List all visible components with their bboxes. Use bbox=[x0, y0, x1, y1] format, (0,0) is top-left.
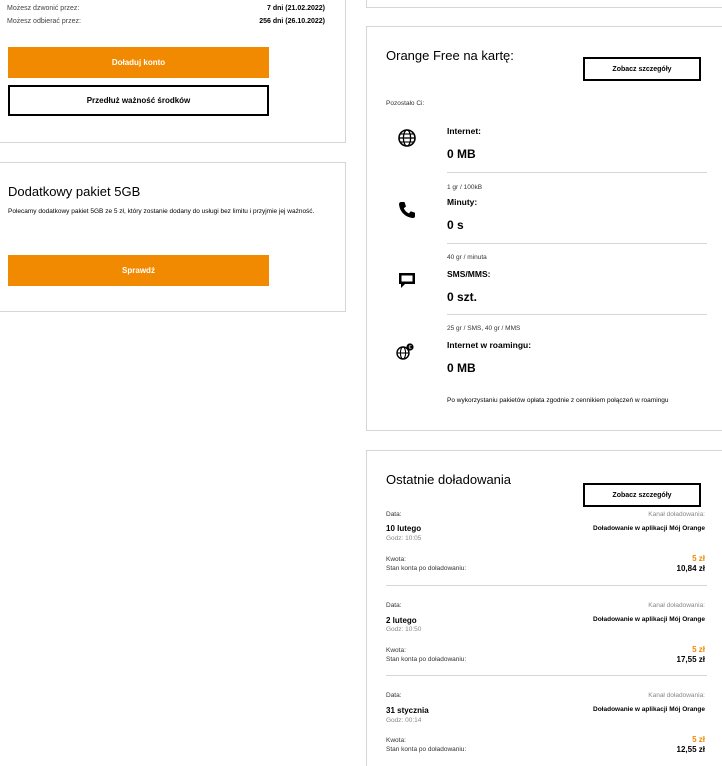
remaining-label: Pozostało Ci: bbox=[386, 100, 425, 107]
date-label: Data: bbox=[386, 511, 402, 518]
recharge-date: 10 lutego bbox=[386, 524, 422, 533]
recharge-time: Godz: 00:14 bbox=[386, 717, 422, 724]
receive-period-label: Możesz odbierać przez: bbox=[7, 18, 81, 25]
topup-button[interactable]: Doładuj konto bbox=[8, 47, 269, 78]
recharge-channel: Doładowanie w aplikacji Mój Orange bbox=[593, 525, 705, 532]
plan-title: Orange Free na kartę: bbox=[386, 48, 514, 63]
divider bbox=[386, 585, 707, 586]
recharges-details-button[interactable]: Zobacz szczegóły bbox=[583, 483, 701, 507]
recharge-channel: Doładowanie w aplikacji Mój Orange bbox=[593, 706, 705, 713]
recharge-time: Godz: 10:50 bbox=[386, 626, 422, 633]
recharge-amount: 5 zł bbox=[692, 554, 705, 563]
svg-text:€: € bbox=[408, 345, 412, 352]
resource-label: Minuty: bbox=[447, 197, 478, 207]
balance-after-value: 12,55 zł bbox=[676, 745, 705, 754]
divider bbox=[386, 675, 707, 676]
recharge-channel: Doładowanie w aplikacji Mój Orange bbox=[593, 616, 705, 623]
amount-label: Kwota: bbox=[386, 737, 406, 744]
resource-price: 40 gr / minuta bbox=[447, 254, 487, 261]
phone-icon bbox=[396, 199, 418, 221]
resource-label: SMS/MMS: bbox=[447, 269, 491, 279]
balance-after-label: Stan konta po doładowaniu: bbox=[386, 565, 467, 572]
resource-value: 0 MB bbox=[447, 361, 476, 375]
amount-label: Kwota: bbox=[386, 556, 406, 563]
date-label: Data: bbox=[386, 602, 402, 609]
resource-value: 0 MB bbox=[447, 147, 476, 161]
extra-pack-card bbox=[0, 162, 346, 312]
recharges-card bbox=[366, 450, 722, 766]
call-period-label: Możesz dzwonić przez: bbox=[7, 5, 80, 12]
resource-value: 0 szt. bbox=[447, 290, 478, 304]
resource-price: 1 gr / 100kB bbox=[447, 184, 483, 191]
check-button[interactable]: Sprawdź bbox=[8, 255, 269, 286]
receive-period-row bbox=[7, 18, 325, 25]
balance-after-label: Stan konta po doładowaniu: bbox=[386, 656, 467, 663]
recharge-amount: 5 zł bbox=[692, 645, 705, 654]
recharges-title: Ostatnie doładowania bbox=[386, 472, 512, 487]
channel-label: Kanał doładowania: bbox=[648, 511, 705, 518]
roaming-globe-icon bbox=[394, 341, 416, 363]
resource-label: Internet: bbox=[447, 126, 481, 136]
resource-label: Internet w roamingu: bbox=[447, 340, 532, 350]
extra-pack-description: Polecamy dodatkowy pakiet 5GB ze 5 zł, który zostanie dodany do usługi bez limitu i przyjmie jej ważność. bbox=[8, 208, 315, 215]
divider bbox=[447, 172, 707, 173]
roaming-note: Po wykorzystaniu pakietów opłata zgodnie z cennikiem połączeń w roamingu bbox=[447, 397, 669, 404]
message-icon bbox=[396, 269, 418, 291]
receive-period-value: 256 dni (26.10.2022) bbox=[259, 18, 325, 25]
divider bbox=[447, 314, 707, 315]
recharge-amount: 5 zł bbox=[692, 735, 705, 744]
date-label: Data: bbox=[386, 692, 402, 699]
call-period-value: 7 dni (21.02.2022) bbox=[267, 5, 325, 12]
recharge-date: 31 stycznia bbox=[386, 706, 429, 715]
recharge-date: 2 lutego bbox=[386, 616, 417, 625]
call-period-row bbox=[7, 5, 325, 12]
resource-value: 0 s bbox=[447, 218, 464, 232]
resource-price: 25 gr / SMS, 40 gr / MMS bbox=[447, 325, 521, 332]
divider bbox=[447, 243, 707, 244]
amount-label: Kwota: bbox=[386, 647, 406, 654]
top-card-edge bbox=[366, 0, 722, 8]
balance-card bbox=[0, 0, 346, 143]
globe-icon bbox=[396, 127, 418, 149]
plan-details-button[interactable]: Zobacz szczegóły bbox=[583, 57, 701, 81]
balance-after-value: 10,84 zł bbox=[676, 564, 705, 573]
balance-after-label: Stan konta po doładowaniu: bbox=[386, 746, 467, 753]
plan-card bbox=[366, 26, 722, 431]
channel-label: Kanał doładowania: bbox=[648, 602, 705, 609]
extend-validity-button[interactable]: Przedłuż ważność środków bbox=[8, 85, 269, 116]
extra-pack-title: Dodatkowy pakiet 5GB bbox=[8, 184, 141, 199]
channel-label: Kanał doładowania: bbox=[648, 692, 705, 699]
balance-after-value: 17,55 zł bbox=[676, 655, 705, 664]
recharge-time: Godz: 10:05 bbox=[386, 535, 422, 542]
